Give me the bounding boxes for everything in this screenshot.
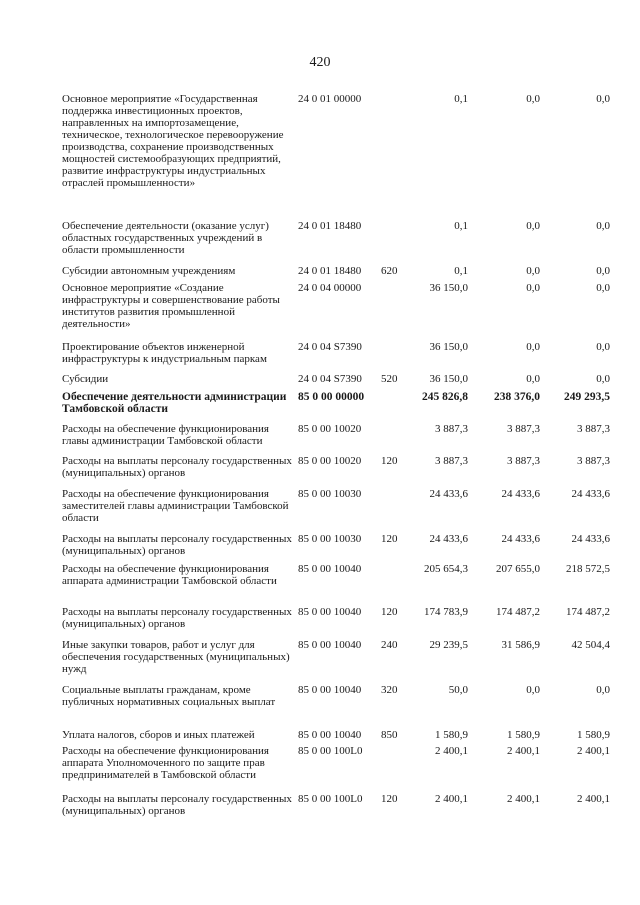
row-value-1: 36 150,0 bbox=[429, 341, 468, 353]
row-vr: 120 bbox=[381, 533, 398, 545]
row-value-1: 0,1 bbox=[454, 93, 468, 105]
row-name: Иные закупки товаров, работ и услуг для обеспечения государственных (муниципальных) нужд bbox=[62, 639, 290, 675]
row-value-3: 0,0 bbox=[596, 220, 610, 232]
row-code: 85 0 00 10040 bbox=[298, 563, 362, 575]
row-value-3: 42 504,4 bbox=[571, 639, 610, 651]
row-code: 24 0 01 00000 bbox=[298, 93, 362, 105]
row-value-1: 36 150,0 bbox=[429, 282, 468, 294]
row-value-3: 2 400,1 bbox=[577, 745, 610, 757]
row-vr: 620 bbox=[381, 265, 398, 277]
row-name: Уплата налогов, сборов и иных платежей bbox=[62, 729, 255, 741]
row-code: 85 0 00 10040 bbox=[298, 606, 362, 618]
row-vr: 240 bbox=[381, 639, 398, 651]
row-name: Основное мероприятие «Государственная поддержка инвестиционных проектов, направленных на импортозамещение, техническое, технологическое перевооружение производства, сохранение производственных мощностей системообразующих предприятий, развитие инфраструктуры индустриальных отраслей промышленности» bbox=[62, 93, 284, 189]
row-name: Расходы на выплаты персоналу государственных (муниципальных) органов bbox=[62, 533, 292, 557]
row-name: Расходы на обеспечение функционирования главы администрации Тамбовской области bbox=[62, 423, 269, 447]
row-value-3: 24 433,6 bbox=[571, 533, 610, 545]
row-value-3: 0,0 bbox=[596, 265, 610, 277]
row-value-1: 174 783,9 bbox=[424, 606, 468, 618]
row-value-1: 50,0 bbox=[448, 684, 468, 696]
row-name: Расходы на выплаты персоналу государственных (муниципальных) органов bbox=[62, 455, 292, 479]
row-value-1: 245 826,8 bbox=[422, 391, 468, 403]
row-name: Обеспечение деятельности администрации Тамбовской области bbox=[62, 391, 287, 415]
row-name: Субсидии bbox=[62, 373, 109, 385]
row-value-2: 0,0 bbox=[526, 220, 540, 232]
row-value-1: 24 433,6 bbox=[429, 488, 468, 500]
row-value-3: 3 887,3 bbox=[577, 455, 610, 467]
row-value-2: 3 887,3 bbox=[507, 423, 540, 435]
row-name: Расходы на выплаты персоналу государственных (муниципальных) органов bbox=[62, 793, 292, 817]
row-name: Расходы на обеспечение функционирования аппарата Уполномоченного по защите прав предпринимателей в Тамбовской области bbox=[62, 745, 269, 781]
row-vr: 120 bbox=[381, 606, 398, 618]
row-code: 24 0 01 18480 bbox=[298, 220, 362, 232]
row-name: Обеспечение деятельности (оказание услуг) областных государственных учреждений в области промышленности bbox=[62, 220, 269, 256]
row-value-2: 1 580,9 bbox=[507, 729, 540, 741]
row-value-3: 0,0 bbox=[596, 341, 610, 353]
row-code: 24 0 01 18480 bbox=[298, 265, 362, 277]
row-value-3: 0,0 bbox=[596, 373, 610, 385]
row-value-1: 2 400,1 bbox=[435, 745, 468, 757]
row-name: Социальные выплаты гражданам, кроме публичных нормативных социальных выплат bbox=[62, 684, 276, 708]
row-value-2: 238 376,0 bbox=[494, 391, 540, 403]
row-name: Субсидии автономным учреждениям bbox=[62, 265, 236, 277]
row-value-1: 205 654,3 bbox=[424, 563, 468, 575]
row-value-2: 31 586,9 bbox=[501, 639, 540, 651]
row-value-2: 207 655,0 bbox=[496, 563, 540, 575]
row-value-1: 0,1 bbox=[454, 265, 468, 277]
row-name: Расходы на обеспечение функционирования заместителей главы администрации Тамбовской области bbox=[62, 488, 289, 524]
row-value-2: 2 400,1 bbox=[507, 793, 540, 805]
row-value-1: 24 433,6 bbox=[429, 533, 468, 545]
row-value-3: 24 433,6 bbox=[571, 488, 610, 500]
row-value-3: 2 400,1 bbox=[577, 793, 610, 805]
row-code: 85 0 00 10040 bbox=[298, 729, 362, 741]
row-name: Расходы на обеспечение функционирования аппарата администрации Тамбовской области bbox=[62, 563, 277, 587]
row-value-2: 3 887,3 bbox=[507, 455, 540, 467]
row-code: 85 0 00 100L0 bbox=[298, 793, 363, 805]
row-value-2: 0,0 bbox=[526, 282, 540, 294]
row-value-1: 1 580,9 bbox=[435, 729, 468, 741]
row-value-3: 1 580,9 bbox=[577, 729, 610, 741]
row-code: 85 0 00 10020 bbox=[298, 455, 362, 467]
row-vr: 120 bbox=[381, 455, 398, 467]
row-value-3: 174 487,2 bbox=[566, 606, 610, 618]
row-value-1: 36 150,0 bbox=[429, 373, 468, 385]
row-code: 85 0 00 10040 bbox=[298, 639, 362, 651]
row-value-2: 0,0 bbox=[526, 93, 540, 105]
row-value-2: 24 433,6 bbox=[501, 533, 540, 545]
row-value-1: 3 887,3 bbox=[435, 423, 468, 435]
row-value-1: 29 239,5 bbox=[429, 639, 468, 651]
row-vr: 120 bbox=[381, 793, 398, 805]
row-code: 85 0 00 100L0 bbox=[298, 745, 363, 757]
row-value-2: 174 487,2 bbox=[496, 606, 540, 618]
row-value-1: 0,1 bbox=[454, 220, 468, 232]
row-value-3: 0,0 bbox=[596, 684, 610, 696]
row-code: 85 0 00 10030 bbox=[298, 533, 362, 545]
row-value-2: 0,0 bbox=[526, 373, 540, 385]
row-value-2: 0,0 bbox=[526, 341, 540, 353]
row-value-3: 0,0 bbox=[596, 282, 610, 294]
row-vr: 320 bbox=[381, 684, 398, 696]
row-name: Расходы на выплаты персоналу государственных (муниципальных) органов bbox=[62, 606, 292, 630]
row-vr: 850 bbox=[381, 729, 398, 741]
row-code: 85 0 00 00000 bbox=[298, 391, 365, 403]
row-vr: 520 bbox=[381, 373, 398, 385]
row-value-1: 2 400,1 bbox=[435, 793, 468, 805]
row-code: 24 0 04 00000 bbox=[298, 282, 362, 294]
row-code: 24 0 04 S7390 bbox=[298, 373, 362, 385]
row-value-3: 3 887,3 bbox=[577, 423, 610, 435]
row-code: 85 0 00 10020 bbox=[298, 423, 362, 435]
row-value-2: 2 400,1 bbox=[507, 745, 540, 757]
row-code: 85 0 00 10040 bbox=[298, 684, 362, 696]
row-value-1: 3 887,3 bbox=[435, 455, 468, 467]
row-name: Проектирование объектов инженерной инфраструктуры к индустриальным паркам bbox=[62, 341, 267, 365]
row-value-2: 0,0 bbox=[526, 265, 540, 277]
row-name: Основное мероприятие «Создание инфраструктуры и совершенствование работы институтов развития промышленной деятельности» bbox=[62, 282, 280, 330]
row-code: 85 0 00 10030 bbox=[298, 488, 362, 500]
row-value-3: 0,0 bbox=[596, 93, 610, 105]
row-value-3: 249 293,5 bbox=[564, 391, 610, 403]
row-value-2: 0,0 bbox=[526, 684, 540, 696]
page-number: 420 bbox=[309, 55, 331, 70]
row-value-3: 218 572,5 bbox=[566, 563, 610, 575]
row-value-2: 24 433,6 bbox=[501, 488, 540, 500]
row-code: 24 0 04 S7390 bbox=[298, 341, 362, 353]
